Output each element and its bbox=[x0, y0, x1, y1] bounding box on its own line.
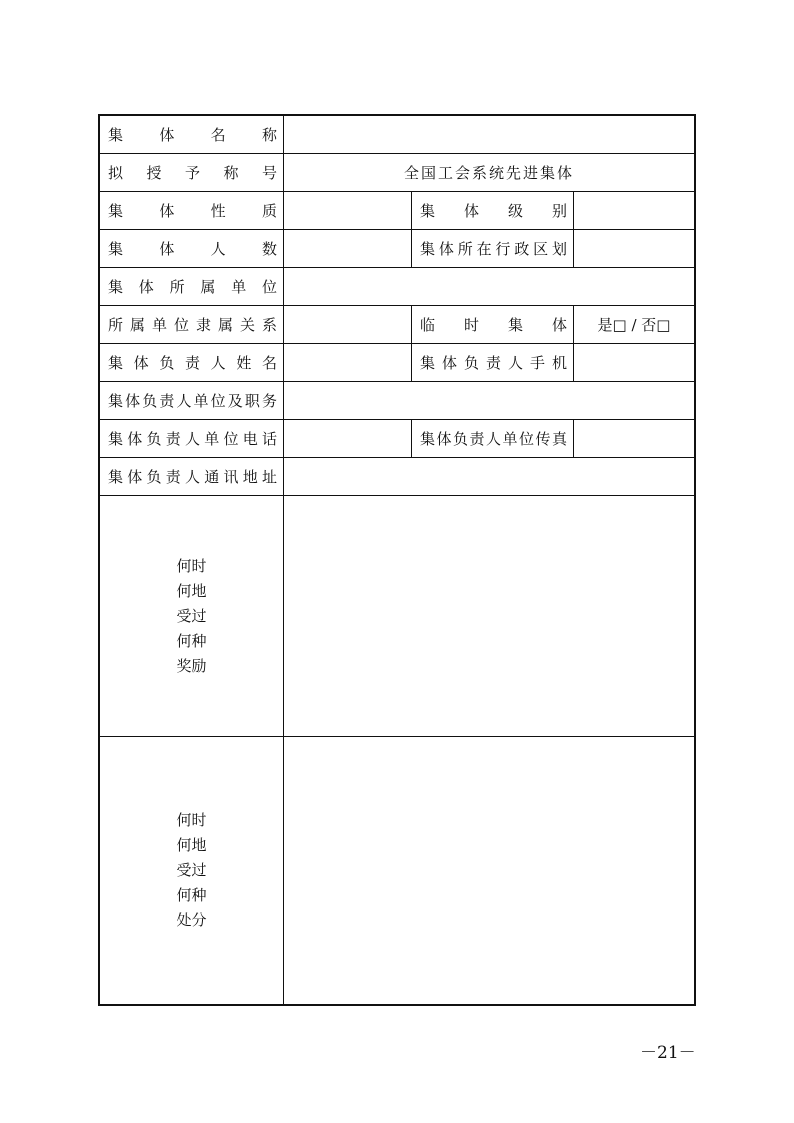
row-leader-address bbox=[100, 458, 694, 496]
row-proposed-title bbox=[100, 154, 694, 192]
row-awards bbox=[100, 496, 694, 737]
field-leader-unit-fax[interactable] bbox=[574, 420, 694, 457]
temporary-group-checkbox-options[interactable]: 是□ / 否□ bbox=[597, 316, 671, 334]
label-member-count: 集体人数 bbox=[100, 230, 284, 267]
field-penalties[interactable] bbox=[284, 737, 694, 1004]
row-relation-temporary bbox=[100, 306, 694, 344]
row-leader-name-mobile bbox=[100, 344, 694, 382]
label-leader-name: 集体负责人姓名 bbox=[100, 344, 284, 381]
field-leader-mobile[interactable] bbox=[574, 344, 694, 381]
row-leader-unit-position bbox=[100, 382, 694, 420]
label-leader-address: 集体负责人通讯地址 bbox=[100, 458, 284, 495]
field-admin-region[interactable] bbox=[574, 230, 694, 267]
value-proposed-title: 全国工会系统先进集体 bbox=[403, 164, 574, 182]
label-group-name: 集体名称 bbox=[100, 116, 284, 153]
label-group-level: 集体级别 bbox=[412, 192, 574, 229]
row-count-region bbox=[100, 230, 694, 268]
label-temporary-group: 临时集体 bbox=[412, 306, 574, 343]
row-affiliated-unit bbox=[100, 268, 694, 306]
label-awards: 何时 何地 受过 何种 奖励 bbox=[100, 496, 284, 736]
row-penalties bbox=[100, 737, 694, 1004]
label-leader-unit-position: 集体负责人单位及职务 bbox=[100, 382, 284, 419]
field-group-nature[interactable] bbox=[284, 192, 412, 229]
field-group-level[interactable] bbox=[574, 192, 694, 229]
nomination-form-table bbox=[98, 114, 696, 1006]
field-leader-unit-position[interactable] bbox=[284, 382, 694, 419]
field-affiliated-unit[interactable] bbox=[284, 268, 694, 305]
label-leader-unit-phone: 集体负责人单位电话 bbox=[100, 420, 284, 457]
label-penalties: 何时 何地 受过 何种 处分 bbox=[100, 737, 284, 1004]
label-leader-unit-fax: 集体负责人单位传真 bbox=[412, 420, 574, 457]
label-affiliated-unit: 集体所属单位 bbox=[100, 268, 284, 305]
label-unit-relation: 所属单位隶属关系 bbox=[100, 306, 284, 343]
page-number: －21－ bbox=[640, 1043, 696, 1063]
field-group-name[interactable] bbox=[284, 116, 694, 153]
label-proposed-title: 拟授予称号 bbox=[100, 154, 284, 191]
field-awards[interactable] bbox=[284, 496, 694, 736]
label-leader-mobile: 集体负责人手机 bbox=[412, 344, 574, 381]
field-leader-address[interactable] bbox=[284, 458, 694, 495]
field-member-count[interactable] bbox=[284, 230, 412, 267]
label-admin-region: 集体所在行政区划 bbox=[412, 230, 574, 267]
row-group-name bbox=[100, 116, 694, 154]
row-nature-level bbox=[100, 192, 694, 230]
field-leader-name[interactable] bbox=[284, 344, 412, 381]
field-leader-unit-phone[interactable] bbox=[284, 420, 412, 457]
field-unit-relation[interactable] bbox=[284, 306, 412, 343]
label-group-nature: 集体性质 bbox=[100, 192, 284, 229]
row-leader-phone-fax bbox=[100, 420, 694, 458]
